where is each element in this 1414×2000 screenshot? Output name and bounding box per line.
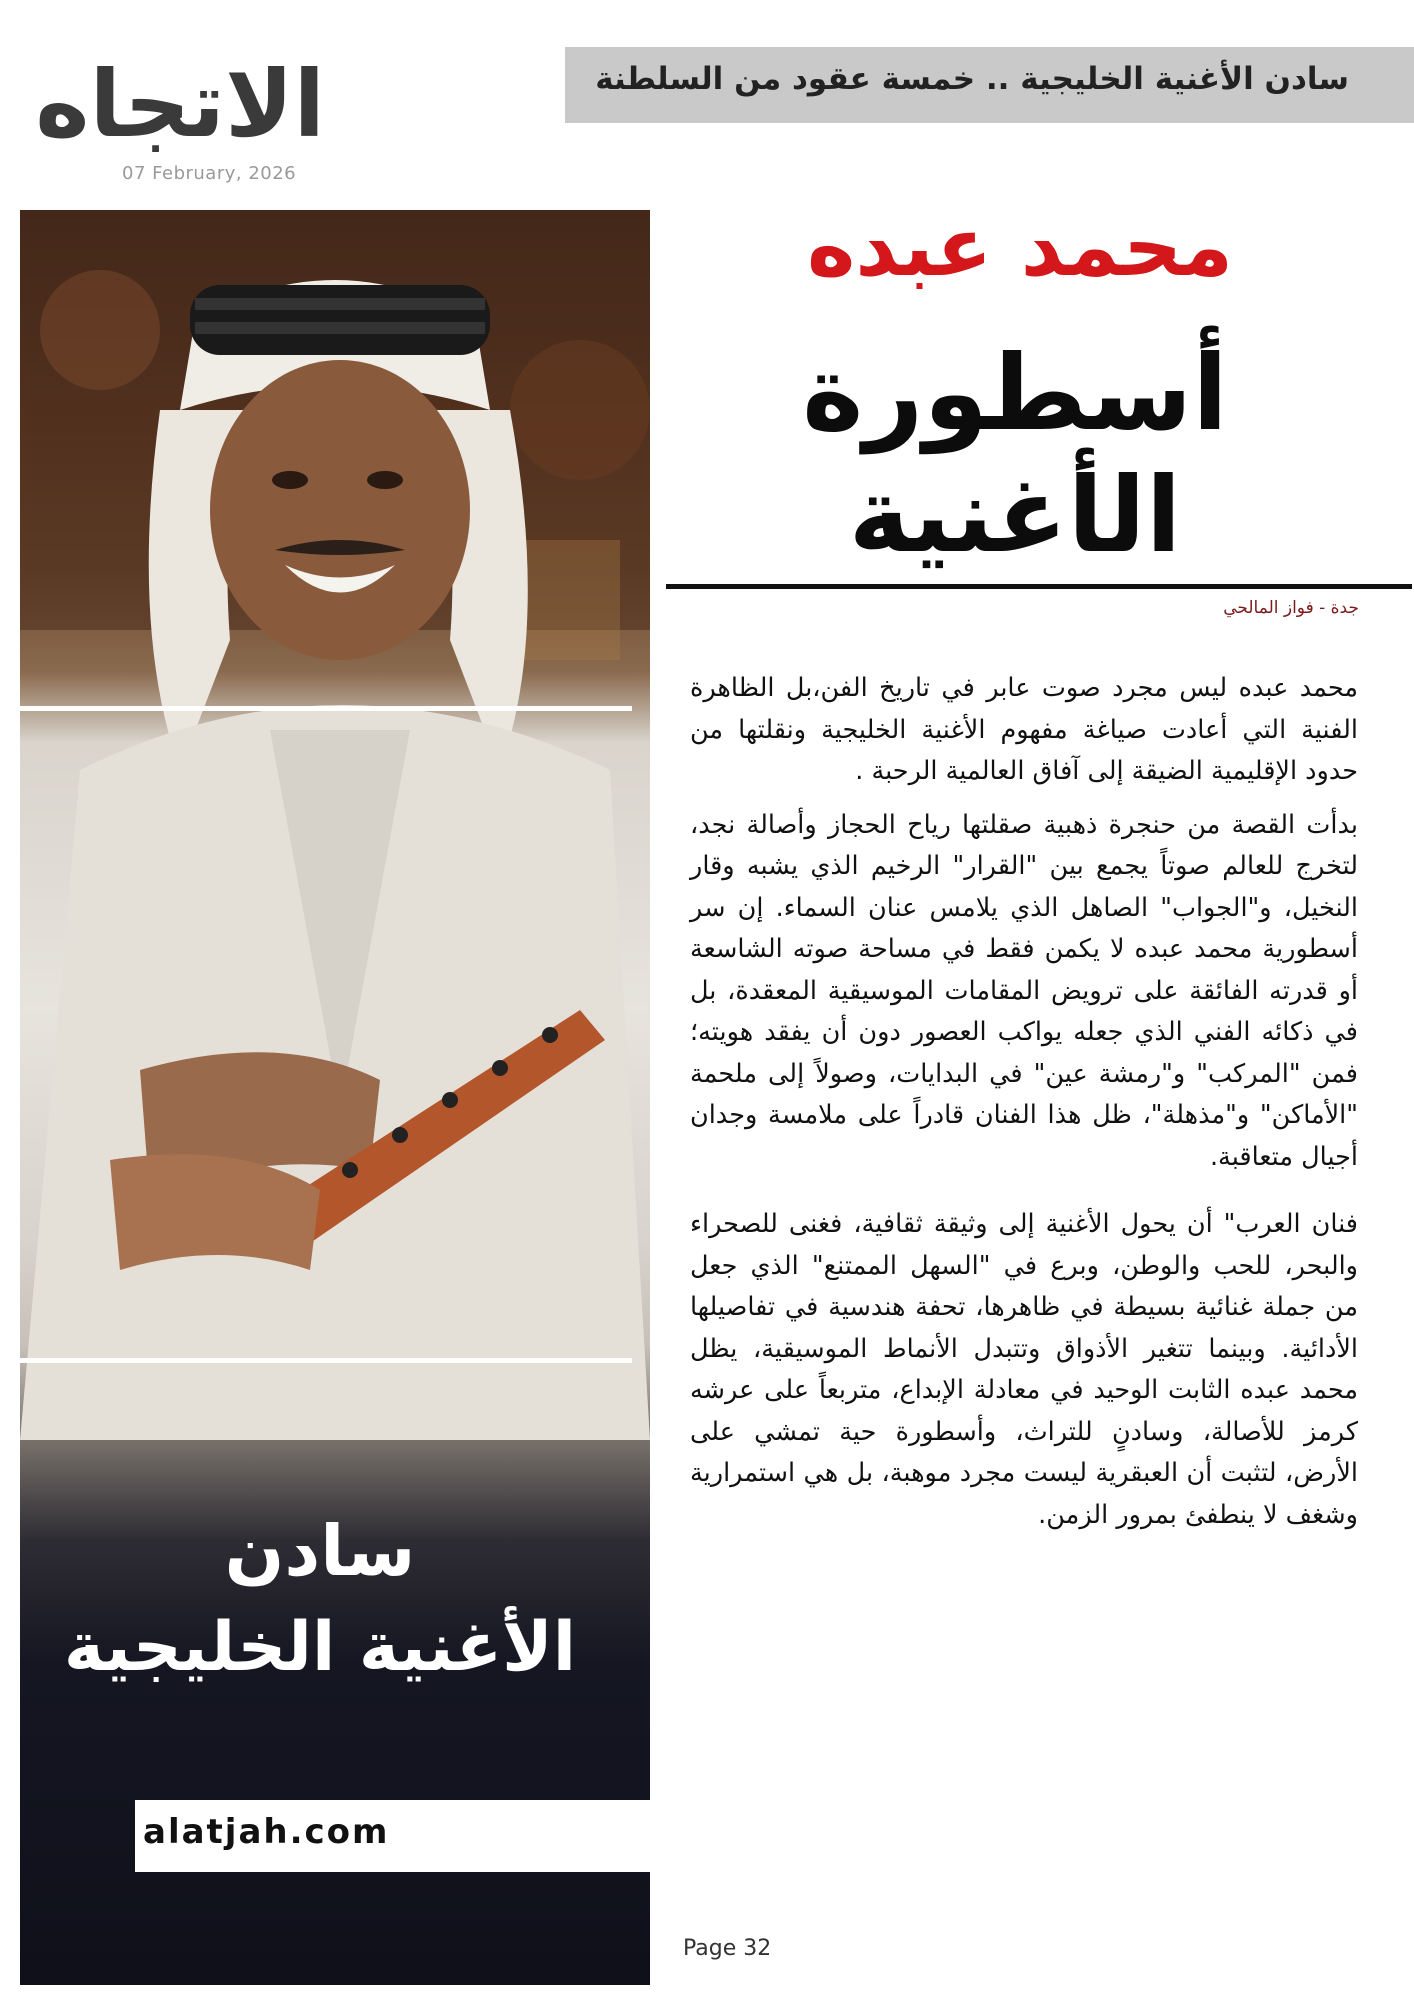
cover-overlay-title-line2: الأغنية الخليجية bbox=[63, 1608, 577, 1687]
issue-date: 07 February, 2026 bbox=[122, 163, 297, 184]
series-title: سادن الأغنية الخليجية .. خمسة عقود من السلطنة bbox=[595, 61, 1349, 97]
headline-rule bbox=[666, 584, 1412, 589]
header-band bbox=[565, 47, 1414, 123]
website-box bbox=[135, 1800, 650, 1872]
magazine-logo[interactable]: الاتجاه bbox=[35, 51, 325, 158]
photo-divider-top bbox=[20, 706, 632, 711]
page-number: Page 32 bbox=[683, 1936, 772, 1961]
portrait-illustration bbox=[20, 210, 650, 1985]
photo-divider-bottom bbox=[20, 1358, 632, 1363]
article-paragraph: محمد عبده ليس مجرد صوت عابر في تاريخ الفن،بل الظاهرة الفنية التي أعادت صياغة مفهوم الأغنية الخليجية ونقلتها من حدود الإقليمية الضيقة إلى آفاق العالمية الرحبة . bbox=[690, 673, 1358, 786]
cover-photo bbox=[20, 210, 650, 1985]
article-paragraph: فنان العرب" أن يحول الأغنية إلى وثيقة ثقافية، فغنى للصحراء والبحر، للحب والوطن، وبرع في "السهل الممتنع" الذي جعل من جملة غنائية بسيطة في ظاهرها، تحفة هندسية في تفاصيلها الأدائية. وبينما تتغير الأذواق وتتبدل الأنماط الموسيقية، يظل محمد عبده الثابت الوحيد في معادلة الإبداع، متربعاً على عرشه كرمز للأصالة، وسادنٍ للتراث، وأسطورة حية تمشي على الأرض، لتثبت أن العبقرية ليست مجرد موهبة، بل هي استمرارية وشغف لا ينطفئ بمرور الزمن. bbox=[690, 1209, 1358, 1530]
byline: جدة - فواز المالحي bbox=[1223, 598, 1359, 618]
article-body bbox=[690, 668, 1358, 1548]
website-link[interactable]: alatjah.com bbox=[143, 1812, 390, 1852]
cover-overlay-title-line1: سادن bbox=[224, 1510, 416, 1592]
headline-title: أسطورة الأغنية bbox=[802, 332, 1228, 576]
headline-name: محمد عبده bbox=[806, 200, 1233, 295]
article-paragraph: بدأت القصة من حنجرة ذهبية صقلتها رياح الحجاز وأصالة نجد، لتخرج للعالم صوتاً يجمع بين "القرار" الرخيم الذي يشبه وقار النخيل، و"الجواب" الصاهل الذي يلامس عنان السماء. إن سر أسطورية محمد عبده لا يكمن فقط في مساحة صوته الشاسعة أو قدرته الفائقة على ترويض المقامات الموسيقية المعقدة، بل في ذكائه الفني الذي جعله يواكب العصور دون أن يفقد هويته؛ فمن "المركب" و"رمشة عين" في البدايات، وصولاً إلى ملحمة "الأماكن" و"مذهلة"، ظل هذا الفنان قادراً على ملامسة وجدان أجيال متعاقبة. bbox=[690, 809, 1358, 1172]
